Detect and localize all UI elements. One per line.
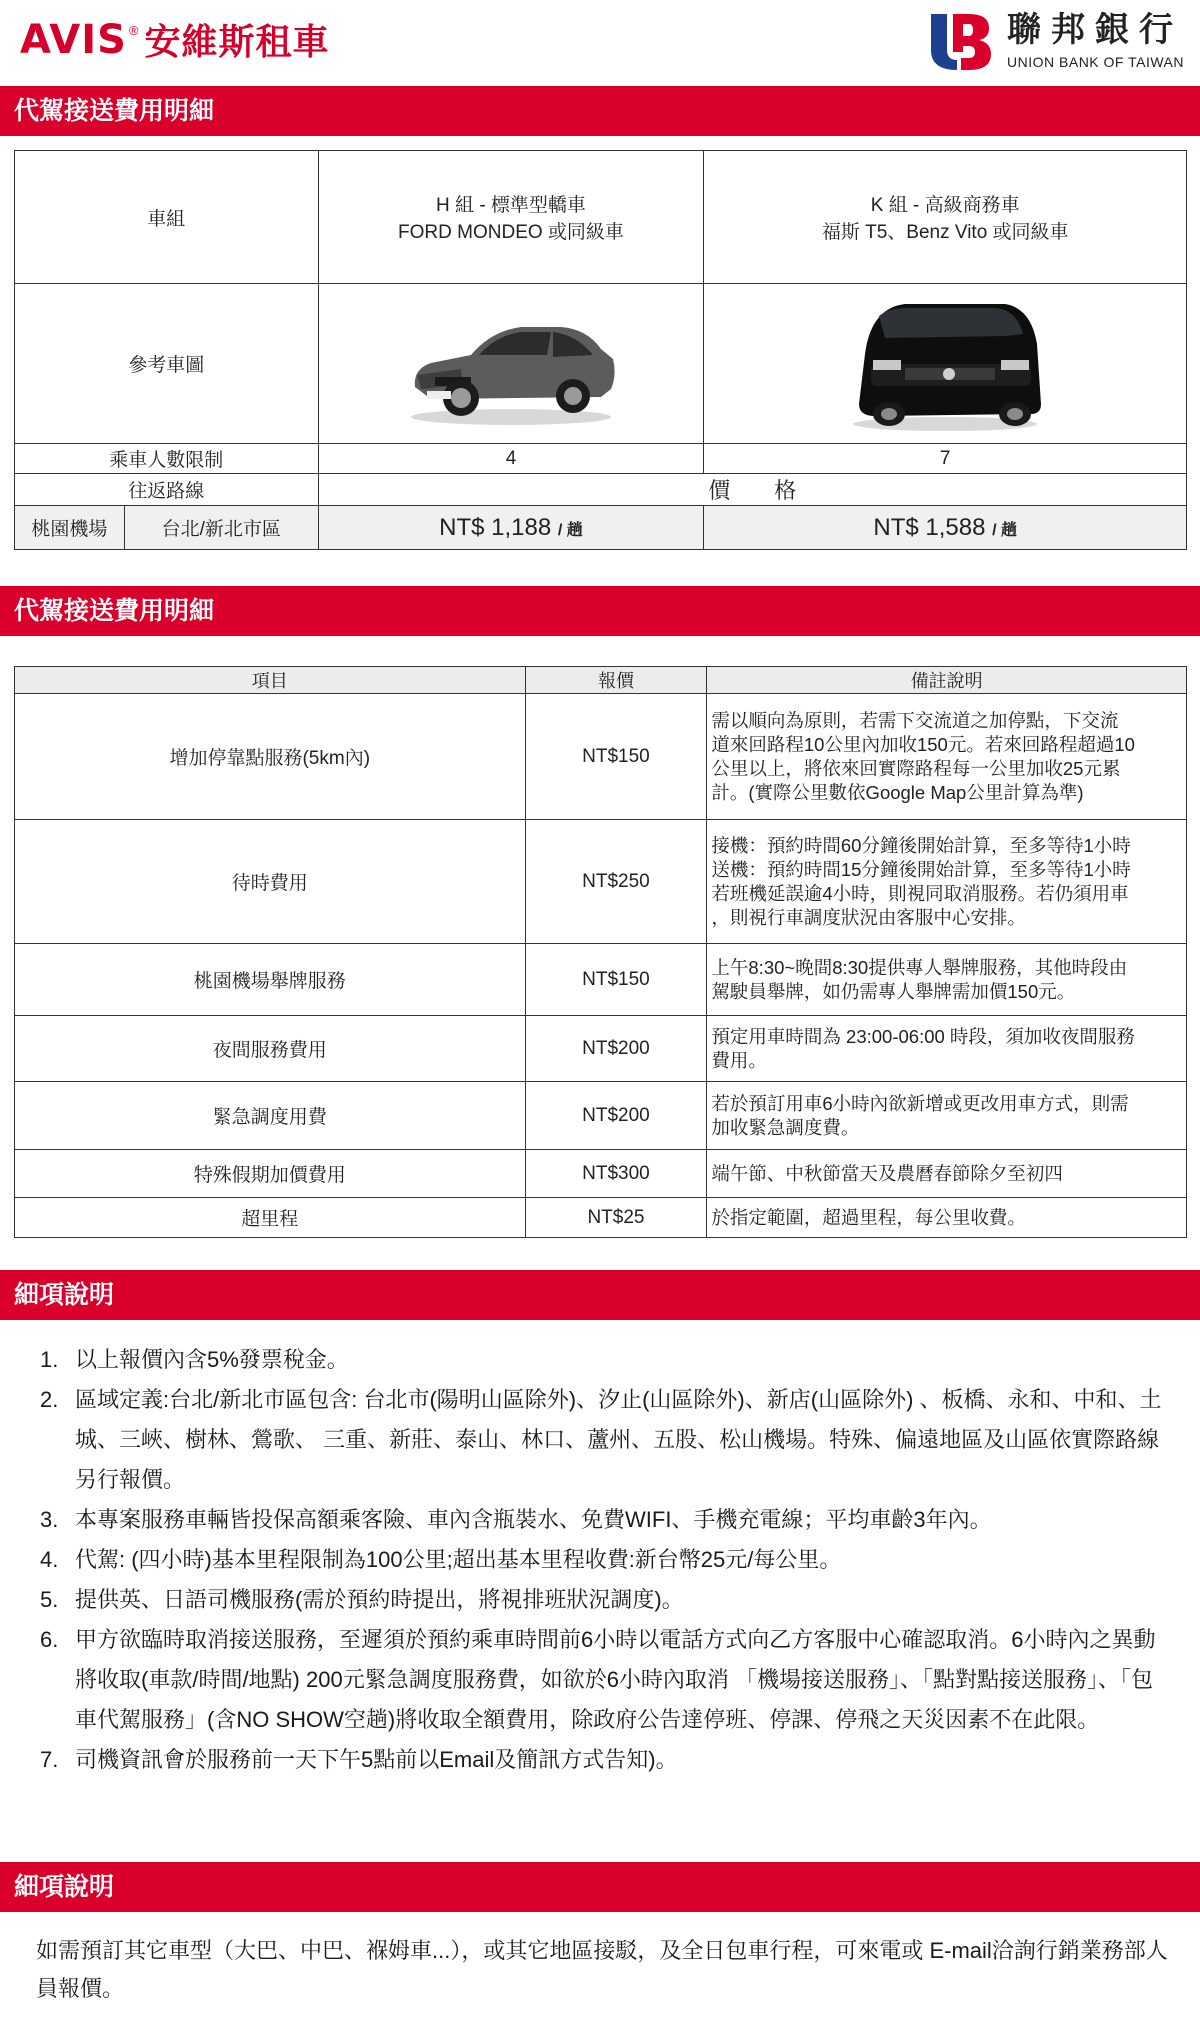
fee-item: 緊急調度用費 [15,1082,526,1150]
section-title-fee-details: 代駕接送費用明細 [0,86,1200,136]
fee-item: 增加停靠點服務(5km內) [15,694,526,820]
fee-note-line: 公里以上，將依來回實際路程每一公里加收25元累 [711,757,1121,779]
col-header-price: 報價 [525,667,707,694]
avis-chinese-name: 安維斯租車 [144,21,330,62]
page-header [0,0,1200,86]
price-h-unit: / 趟 [557,521,583,539]
fee-price: NT$300 [525,1150,707,1198]
vehicle-group-k [704,151,1187,284]
fee-note-line: ，則視行車調度狀況由客服中心安排。 [711,906,1026,928]
list-item [40,1540,1170,1580]
list-item-number: 2. [40,1387,59,1412]
passenger-limit-k: 7 [704,444,1187,474]
fee-note-line: 於指定範圍，超過里程，每公里收費。 [711,1206,1026,1228]
fee-price: NT$200 [525,1082,707,1150]
fee-note [707,694,1187,820]
section-title-terms: 細項說明 [0,1270,1200,1320]
fee-note-line: 接機：預約時間60分鐘後開始計算，至多等待1小時 [711,834,1131,856]
route-label: 往返路線 [15,474,319,506]
fee-price: NT$250 [525,820,707,944]
vehicle-group-label: 車組 [15,151,319,284]
fee-price: NT$200 [525,1016,707,1082]
bank-chinese-name: 聯邦銀行 [1007,11,1184,50]
fee-item: 待時費用 [15,820,526,944]
table-row [15,1198,1187,1238]
fee-note-line: 需以順向為原則，若需下交流道之加停點，下交流 [711,709,1119,731]
fee-note-line: 若班機延誤逾4小時，則視同取消服務。若仍須用車 [711,882,1129,904]
van-car-image [845,294,1045,434]
fee-note [707,944,1187,1016]
list-item-text: 本專案服務車輛皆投保高額乘客險、車內含瓶裝水、免費WIFI、手機充電線；平均車齡3年內。 [75,1507,992,1532]
list-item [40,1380,1170,1500]
fee-price: NT$150 [525,944,707,1016]
table-row [15,1082,1187,1150]
bank-english-name: UNION BANK OF TAIWAN [1007,53,1184,70]
list-item [40,1340,1170,1380]
list-item [40,1740,1170,1780]
fee-note [707,1150,1187,1198]
col-header-note: 備註說明 [707,667,1187,694]
avis-wordmark: AVIS [20,17,127,63]
fee-note-line: 計。(實際公里數依Google Map公里計算為準) [711,781,1084,803]
passenger-limit-label: 乘車人數限制 [15,444,319,474]
vehicle-group-h [318,151,704,284]
union-bank-logo [927,10,1184,72]
fee-item: 特殊假期加價費用 [15,1150,526,1198]
avis-registered-mark: ® [128,23,139,38]
sedan-car-image [401,299,621,429]
fee-note [707,820,1187,944]
group-k-model: 福斯 T5、Benz Vito 或同級車 [821,222,1069,243]
list-item-number: 7. [40,1747,59,1772]
fee-price: NT$25 [525,1198,707,1238]
table-row [15,820,1187,944]
list-item-number: 5. [40,1587,59,1612]
list-item [40,1580,1170,1620]
fee-note-line: 送機：預約時間15分鐘後開始計算，至多等待1小時 [711,858,1131,880]
avis-logo [20,17,330,63]
route-to: 台北/新北市區 [124,506,318,550]
price-h: NT$ 1,188 [439,513,552,541]
union-bank-mark-icon [927,10,993,72]
list-item-text: 司機資訊會於服務前一天下午5點前以Email及簡訊方式告知)。 [75,1747,678,1772]
vehicle-price-table [14,150,1187,550]
fee-note-line: 上午8:30~晚間8:30提供專人舉牌服務，其他時段由 [711,956,1128,978]
fee-note-line: 費用。 [711,1049,767,1071]
fee-note-line: 端午節、中秋節當天及農曆春節除夕至初四 [711,1162,1063,1184]
table-row [15,694,1187,820]
list-item-text: 提供英、日語司機服務(需於預約時提出，將視排班狀況調度)。 [75,1587,684,1612]
price-header: 價 格 [318,474,1186,506]
sedan-image-cell [318,284,704,444]
list-item-text: 以上報價內含5%發票稅金。 [75,1347,349,1372]
group-h-model: FORD MONDEO 或同級車 [398,222,624,243]
table-row [15,1150,1187,1198]
fee-note [707,1016,1187,1082]
list-item-text: 代駕: (四小時)基本里程限制為100公里;超出基本里程收費:新台幣25元/每公里。 [75,1547,842,1572]
price-k-unit: / 趟 [992,521,1018,539]
section-title-terms-2: 細項說明 [0,1862,1200,1912]
fee-note-line: 道來回路程10公里內加收150元。若來回路程超過10 [711,733,1135,755]
price-k-cell [704,506,1187,550]
passenger-limit-h: 4 [318,444,704,474]
fee-note-line: 若於預訂用車6小時內欲新增或更改用車方式，則需 [711,1092,1129,1114]
reference-image-label: 參考車圖 [15,284,319,444]
group-k-title: K 組 - 高級商務車 [870,195,1020,216]
fee-note [707,1198,1187,1238]
contact-note: 如需預訂其它車型（大巴、中巴、褓姆車...），或其它地區接駁，及全日包車行程，可來電或 E-mail洽詢行銷業務部人員報價。 [36,1938,1168,2001]
fee-note [707,1082,1187,1150]
fee-price: NT$150 [525,694,707,820]
table-row [15,1016,1187,1082]
route-from: 桃園機場 [15,506,125,550]
list-item [40,1500,1170,1540]
list-item-text: 甲方欲臨時取消接送服務，至遲須於預約乘車時間前6小時以電話方式向乙方客服中心確認取消。6小時內之異動將收取(車款/時間/地點) 200元緊急調度服務費，如欲於6小時內取消 「機場接送服務」、「點對點接送服務」、「包車代駕服務」(含NO SHOW空趟)將收取全額費用，除政府公告達停班、停課、停飛之天災因素不在此限。 [75,1627,1156,1732]
list-item-number: 3. [40,1507,59,1532]
fee-note-line: 加收緊急調度費。 [711,1116,860,1138]
van-image-cell [704,284,1187,444]
list-item-text: 區域定義:台北/新北市區包含: 台北市(陽明山區除外)、汐止(山區除外)、新店(山區除外) 、板橋、永和、中和、土城、三峽、樹林、鶯歌、 三重、新莊、泰山、林口、蘆州、五股、松山機場。特殊、偏遠地區及山區依實際路線另行報價。 [75,1387,1162,1492]
price-h-cell [318,506,704,550]
fee-item: 超里程 [15,1198,526,1238]
fee-item: 桃園機場舉牌服務 [15,944,526,1016]
table-row [15,944,1187,1016]
list-item-number: 6. [40,1627,59,1652]
group-h-title: H 組 - 標準型轎車 [436,195,586,216]
fee-note-line: 駕駛員舉牌，如仍需專人舉牌需加價150元。 [711,980,1076,1002]
section-title-fee-details-2: 代駕接送費用明細 [0,586,1200,636]
col-header-item: 項目 [15,667,526,694]
extra-fee-table [14,666,1187,1238]
fee-item: 夜間服務費用 [15,1016,526,1082]
list-item [40,1620,1170,1740]
fee-note-line: 預定用車時間為 23:00-06:00 時段，須加收夜間服務 [711,1025,1135,1047]
price-k: NT$ 1,588 [873,513,986,541]
terms-list [40,1340,1170,1780]
list-item-number: 4. [40,1547,59,1572]
list-item-number: 1. [40,1347,59,1372]
